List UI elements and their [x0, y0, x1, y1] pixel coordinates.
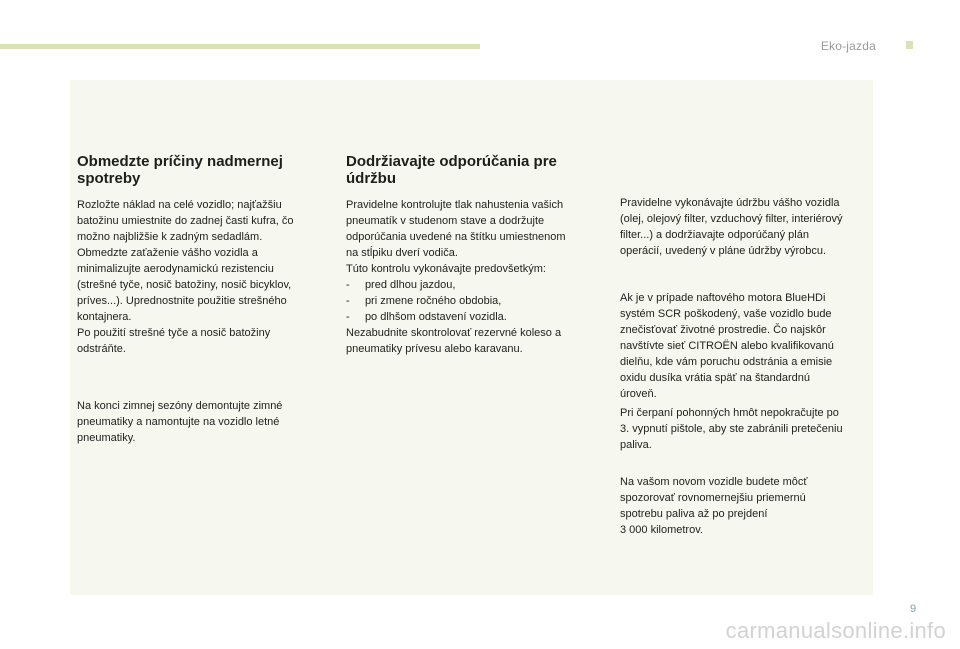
- header-accent-bar: [0, 44, 480, 49]
- text-line: úroveň.: [620, 388, 657, 400]
- paragraph-winter-tyres: [77, 398, 322, 446]
- text-line: Po použití strešné tyče a nosič batožiny: [77, 327, 271, 339]
- paragraph-bluehdi-scr: [620, 290, 870, 402]
- text-line: znečisťovať životné prostredie. Čo najskôr: [620, 324, 826, 336]
- text-line: oxidu dusíka vrátia späť na štandardnú: [620, 372, 811, 384]
- text-line: možno najbližšie k zadným sedadlám.: [77, 231, 263, 243]
- text-line: spozorovať rovnomernejšiu priemernú: [620, 492, 806, 504]
- list-item: - pri zmene ročného obdobia,: [346, 295, 502, 307]
- heading-line: Obmedzte príčiny nadmernej: [77, 153, 283, 170]
- heading-line: spotreby: [77, 170, 141, 187]
- text-line: spotrebu paliva až po prejdení: [620, 508, 768, 520]
- paragraph-tyre-pressure: [346, 197, 596, 357]
- text-line: pneumatiky prívesu alebo karavanu.: [346, 343, 523, 355]
- text-line: batožinu umiestnite do zadnej časti kufra, čo: [77, 215, 294, 227]
- heading-line: Dodržiavajte odporúčania pre: [346, 153, 557, 170]
- text-line: odporúčania uvedené na štítku umiestnenom: [346, 231, 566, 243]
- text-line: Pravidelne kontrolujte tlak nahustenia vašich: [346, 199, 564, 211]
- text-line: (olej, olejový filter, vzduchový filter, interiérový: [620, 213, 843, 225]
- text-line: systém SCR poškodený, vaše vozidlo bude: [620, 308, 832, 320]
- text-line: Ak je v prípade naftového motora BlueHDi: [620, 292, 826, 304]
- text-line: pneumatiky a namontujte na vozidlo letné: [77, 416, 280, 428]
- heading-line: údržbu: [346, 170, 396, 187]
- text-line: pneumatiky.: [77, 432, 136, 444]
- text-line: Túto kontrolu vykonávajte predovšetkým:: [346, 263, 546, 275]
- text-line: na stĺpiku dverí vodiča.: [346, 247, 458, 259]
- page-number: 9: [910, 603, 917, 615]
- text-line: odstráňte.: [77, 343, 126, 355]
- text-line: paliva.: [620, 439, 652, 451]
- text-line: Pri čerpaní pohonných hmôt nepokračujte po: [620, 407, 839, 419]
- text-line: 3. vypnutí pištole, aby ste zabránili pretečeniu: [620, 423, 843, 435]
- text-line: pneumatík v studenom stave a dodržujte: [346, 215, 545, 227]
- paragraph-refuelling: [620, 405, 870, 453]
- text-line: navštívte sieť CITROËN alebo kvalifikovanú: [620, 340, 834, 352]
- text-line: (strešné tyče, nosič batožiny, nosič bicyklov,: [77, 279, 292, 291]
- text-line: filter...) a dodržiavajte odporúčaný plán: [620, 229, 809, 241]
- text-line: Obmedzte zaťaženie vášho vozidla a: [77, 247, 258, 259]
- text-line: Rozložte náklad na celé vozidlo; najťažšiu: [77, 199, 282, 211]
- paragraph-load-distribution: [77, 197, 322, 357]
- paragraph-service-plan: [620, 195, 870, 259]
- heading-reduce-consumption: [77, 153, 317, 187]
- heading-maintenance: [346, 153, 596, 187]
- text-line: Na vašom novom vozidle budete môcť: [620, 476, 808, 488]
- text-line: minimalizujte aerodynamickú rezistenciu: [77, 263, 274, 275]
- text-line: Na konci zimnej sezóny demontujte zimné: [77, 400, 283, 412]
- text-line: kontajnera.: [77, 311, 132, 323]
- paragraph-new-vehicle: [620, 474, 870, 538]
- list-item: - po dlhšom odstavení vozidla.: [346, 311, 507, 323]
- watermark: carmanualsonline.info: [725, 618, 946, 643]
- text-line: príves...). Uprednostnite použitie strešného: [77, 295, 287, 307]
- text-line: Pravidelne vykonávajte údržbu vášho vozidla: [620, 197, 840, 209]
- text-line: Nezabudnite skontrolovať rezervné koleso a: [346, 327, 562, 339]
- text-line: dielňu, kde vám poruchu odstránia a emisie: [620, 356, 833, 368]
- text-line: operácií, uvedený v pláne údržby výrobcu.: [620, 245, 827, 257]
- section-title: Eko-jazda: [820, 39, 876, 53]
- text-line: 3 000 kilometrov.: [620, 524, 703, 536]
- section-marker: [906, 41, 913, 49]
- list-item: - pred dlhou jazdou,: [346, 279, 456, 291]
